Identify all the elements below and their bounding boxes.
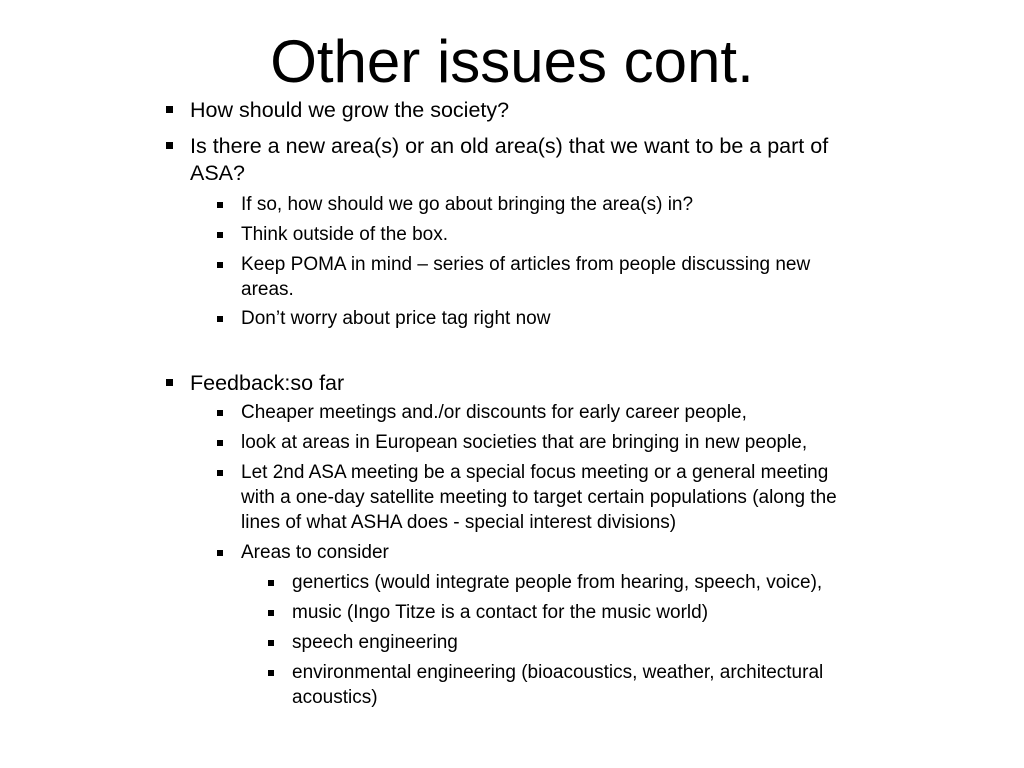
bullet-text: How should we grow the society? [190,98,510,122]
bullet-text-continued: ASA? [190,161,245,185]
square-bullet-icon [268,640,274,646]
square-bullet-icon [268,580,274,586]
sub-bullet-text-continued: areas. [241,279,294,300]
sub-bullet-text-continued: with a one-day satellite meeting to target certain populations (along the [241,487,837,508]
bullet-text: Is there a new area(s) or an old area(s) that we want to be a part of [190,134,829,158]
sub-bullet-text: Let 2nd ASA meeting be a special focus meeting or a general meeting [241,462,829,483]
sub-bullet-text: look at areas in European societies that are bringing in new people, [241,432,808,453]
square-bullet-icon [217,440,223,446]
sub-bullet-text: Areas to consider [241,542,389,563]
sub-bullet-text: Think outside of the box. [241,224,449,245]
slide-title: Other issues cont. [270,28,754,95]
square-bullet-icon [217,470,223,476]
bullet-text: Feedback:so far [190,371,345,395]
square-bullet-icon [217,262,223,268]
square-bullet-icon [217,550,223,556]
square-bullet-icon [166,106,173,113]
square-bullet-icon [166,379,173,386]
sub-sub-bullet-text-continued: acoustics) [292,687,378,708]
sub-sub-bullet-text: genertics (would integrate people from hearing, speech, voice), [292,572,823,593]
sub-bullet-text: If so, how should we go about bringing the area(s) in? [241,194,694,215]
sub-bullet-text: Keep POMA in mind – series of articles from people discussing new [241,254,811,275]
sub-bullet-text-continued: lines of what ASHA does - special interest divisions) [241,512,677,533]
sub-bullet-text: Don’t worry about price tag right now [241,308,551,329]
sub-sub-bullet-text: music (Ingo Titze is a contact for the music world) [292,602,709,623]
square-bullet-icon [268,670,274,676]
sub-sub-bullet-text: environmental engineering (bioacoustics, weather, architectural [292,662,824,683]
sub-bullet-text: Cheaper meetings and./or discounts for early career people, [241,402,747,423]
square-bullet-icon [166,142,173,149]
square-bullet-icon [217,202,223,208]
square-bullet-icon [217,232,223,238]
sub-sub-bullet-text: speech engineering [292,632,458,653]
square-bullet-icon [268,610,274,616]
square-bullet-icon [217,410,223,416]
square-bullet-icon [217,316,223,322]
